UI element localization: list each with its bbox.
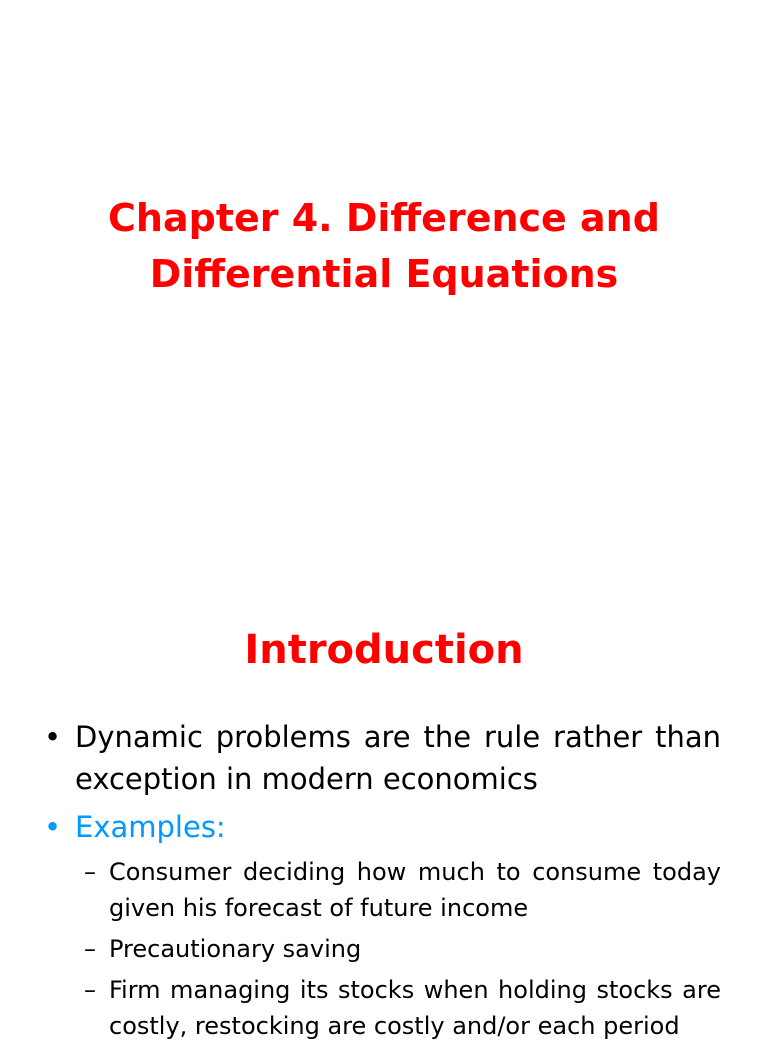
slide-title-heading xyxy=(0,190,768,302)
sub-bullet-item xyxy=(44,931,721,967)
bullet-list xyxy=(44,716,721,1049)
bullet-text: Dynamic problems are the rule rather than exception in modern economics xyxy=(75,720,721,796)
bullet-icon: • xyxy=(44,720,62,754)
dash-icon: – xyxy=(84,976,96,1004)
sub-bullet-item xyxy=(44,972,721,1044)
title-line-2: Differential Equations xyxy=(149,252,619,296)
sub-bullet-text: Firm managing its stocks when holding stocks are costly, restocking are costly and/or each period xyxy=(109,976,721,1040)
title-line-1: Chapter 4. Difference and xyxy=(108,196,660,240)
introduction-heading: Introduction xyxy=(244,627,524,673)
slide-title xyxy=(0,0,768,520)
slide-introduction xyxy=(0,520,768,1040)
dash-icon: – xyxy=(84,935,96,963)
sub-bullet-text: Precautionary saving xyxy=(109,935,362,963)
bullet-item-examples xyxy=(44,806,721,848)
sub-bullet-text: Consumer deciding how much to consume today given his forecast of future income xyxy=(109,858,721,922)
dash-icon: – xyxy=(84,858,96,886)
bullet-text: Examples: xyxy=(75,810,226,844)
bullet-icon: • xyxy=(44,810,62,844)
bullet-item xyxy=(44,716,721,800)
sub-bullet-item xyxy=(44,854,721,926)
